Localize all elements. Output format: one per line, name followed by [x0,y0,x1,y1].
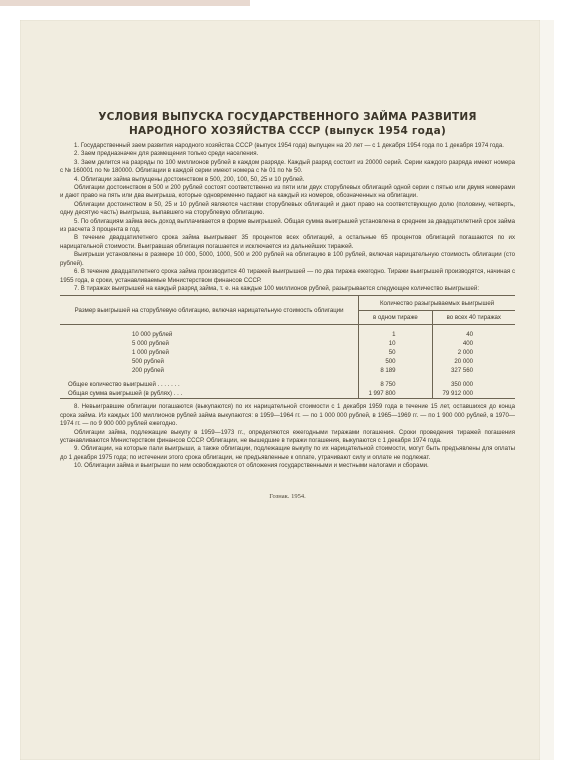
prize-cell: 200 рублей [60,366,359,375]
paragraph: 3. Заем делится на разряды по 100 миллионов рублей в каждом разряде. Каждый разряд состоит из 20000 серий. Серии каждого разряда имеют номера с № 160001 по № 180000. Облигации в каждой серии имеют номера с № 01 по № 50. [60,158,515,175]
one-draw-cell: 10 [359,339,432,348]
paragraph: 4. Облигации займа выпущены достоинством в 500, 200, 100, 50, 25 и 10 рублей. [74,175,305,183]
paragraph: 2. Заем предназначен для размещения только среди населения. [74,150,259,158]
one-draw-cell: 8 189 [359,366,432,375]
paragraph: 7. В тиражах выигрышей на каждый разряд займа, т. е. на каждые 100 миллионов рублей, разыгрывается следующее количество выигрышей: [74,284,480,292]
prize-cell: 5 000 рублей [60,339,359,348]
paragraph: 10. Облигации займа и выигрыши по ним освобождаются от обложения государственными и местными налогами и сборами. [74,462,429,470]
table-row [60,357,515,366]
paragraph: Облигации займа, подлежащие выкупу в 1959—1973 гг., определяются ежегодными тиражами погашения. Сроки проведения тиражей погашения устанавливаются Министерством финансов СССР. Облигации, не вышедшие в тиражи погашения, выкупаются с 1 декабря 1974 года. [60,428,515,444]
all-draws-cell: 40 [466,331,473,339]
paragraph: В течение двадцатилетнего срока займа выигрывает 35 процентов всех облигаций, а остальные 65 процентов облигаций погашаются по их нарицательной стоимости. Выигравшая облигация погашается и исключается из дальнейших тиражей. [60,234,515,250]
all-draws-cell: 2 000 [457,349,473,357]
paragraph: 9. Облигации, на которые пали выигрыши, а также облигации, подлежащие выкупу по их нарицательной стоимости, могут быть предъявлены для оплаты до 1 декабря 1975 года; по истечении этого срока облигации, не предъявленные к оплате, утрачивают силу и оплате не подлежат. [60,445,515,461]
all-draws-header: во всех 40 тиражах [432,310,515,325]
one-draw-cell: 50 [359,348,432,357]
total-sum-all: 79 912 000 [432,389,515,399]
table-row [60,366,515,375]
one-draw-header: в одном тираже [359,310,432,325]
total-count-label: Общее количество выигрышей . . . . . . . [60,380,359,389]
paragraph: Облигации достоинством в 500 и 200 рублей состоят соответственно из пяти или двух сторублевых облигаций одной серии с пятью или двумя номерами и дают право на пять или два выигрыша, которые одновременно падают на каждый из номеров, обозначенных на облигации. [60,184,515,200]
prize-cell: 1 000 рублей [60,348,359,357]
prizes-table [60,295,515,399]
prize-cell: 500 рублей [60,357,359,366]
paragraph: 8. Невыигравшие облигации погашаются (выкупаются) по их нарицательной стоимости с 1 декабря 1959 года в течение 15 лет, оставшихся до конца срока займа. Из каждых 100 миллионов рублей займа выкупаются: в 1959—1964 гг. — по 1 000 000 рублей, в 1965—1969 гг. — по 1 900 000 рублей, в 1970—1974 гг. — по 9 900 000 рублей ежегодно. [60,403,515,428]
table-row [60,348,515,357]
all-draws-cell: 400 [462,340,473,348]
paragraph: 1. Государственный заем развития народного хозяйства СССР (выпуск 1954 года) выпущен на 20 лет — с 1 декабря 1954 года по 1 декабря 1974 года. [74,142,504,149]
prize-cell: 10 000 рублей [60,330,359,339]
top-edge-strip [0,0,250,6]
paragraphs-after-table [60,403,515,470]
title-line-2: НАРОДНОГО ХОЗЯЙСТВА СССР (выпуск 1954 года) [129,125,446,137]
total-count-row [60,380,515,389]
one-draw-cell: 500 [359,357,432,366]
prize-size-header: Размер выигрышей на сторублевую облигацию, включая нарицательную стоимость облигации [60,296,359,325]
bond-conditions [60,110,515,500]
total-count-all: 350 000 [450,381,473,389]
sheet-right-edge [540,20,554,760]
paragraph: 6. В течение двадцатилетнего срока займа производится 40 тиражей выигрышей — по два тиража ежегодно. Тиражи выигрышей производятся, начиная с 1955 года, в сроки, устанавливаемые Министерством финансов СССР. [60,268,515,284]
total-sum-one: 1 997 800 [359,389,432,399]
prize-count-header: Количество разыгрываемых выигрышей [359,296,515,311]
all-draws-cell: 327 560 [450,367,473,375]
total-sum-label: Общая сумма выигрышей (в рублях) . . . [60,389,359,399]
one-draw-cell: 1 [359,330,432,339]
document-title [60,110,515,138]
table-row [60,330,515,339]
paragraph: 5. По облигациям займа весь доход выплачивается в форме выигрышей. Общая сумма выигрышей установлена в среднем за двадцатилетний срок займа из расчета 3 процента в год. [60,217,515,234]
paragraph: Облигации достоинством в 50, 25 и 10 рублей являются частями сторублевых облигаций и дают право на соответствующую долю (половину, четверть, одну десятую часть) выигрыша, выпавшего на сторублевую облигацию. [60,200,515,217]
title-line-1: УСЛОВИЯ ВЫПУСКА ГОСУДАРСТВЕННОГО ЗАЙМА РАЗВИТИЯ [98,111,477,123]
paragraph: Выигрыши установлены в размере 10 000, 5000, 1000, 500 и 200 рублей на облигацию в 100 рублей, включая нарицательную стоимость облигации (сто рублей). [60,251,515,267]
printer-imprint: Гознак. 1954. [269,492,306,500]
total-sum-row [60,389,515,399]
paragraphs-before-table [60,142,515,293]
total-count-one: 8 750 [359,380,432,389]
table-row [60,339,515,348]
all-draws-cell: 20 000 [454,358,473,366]
